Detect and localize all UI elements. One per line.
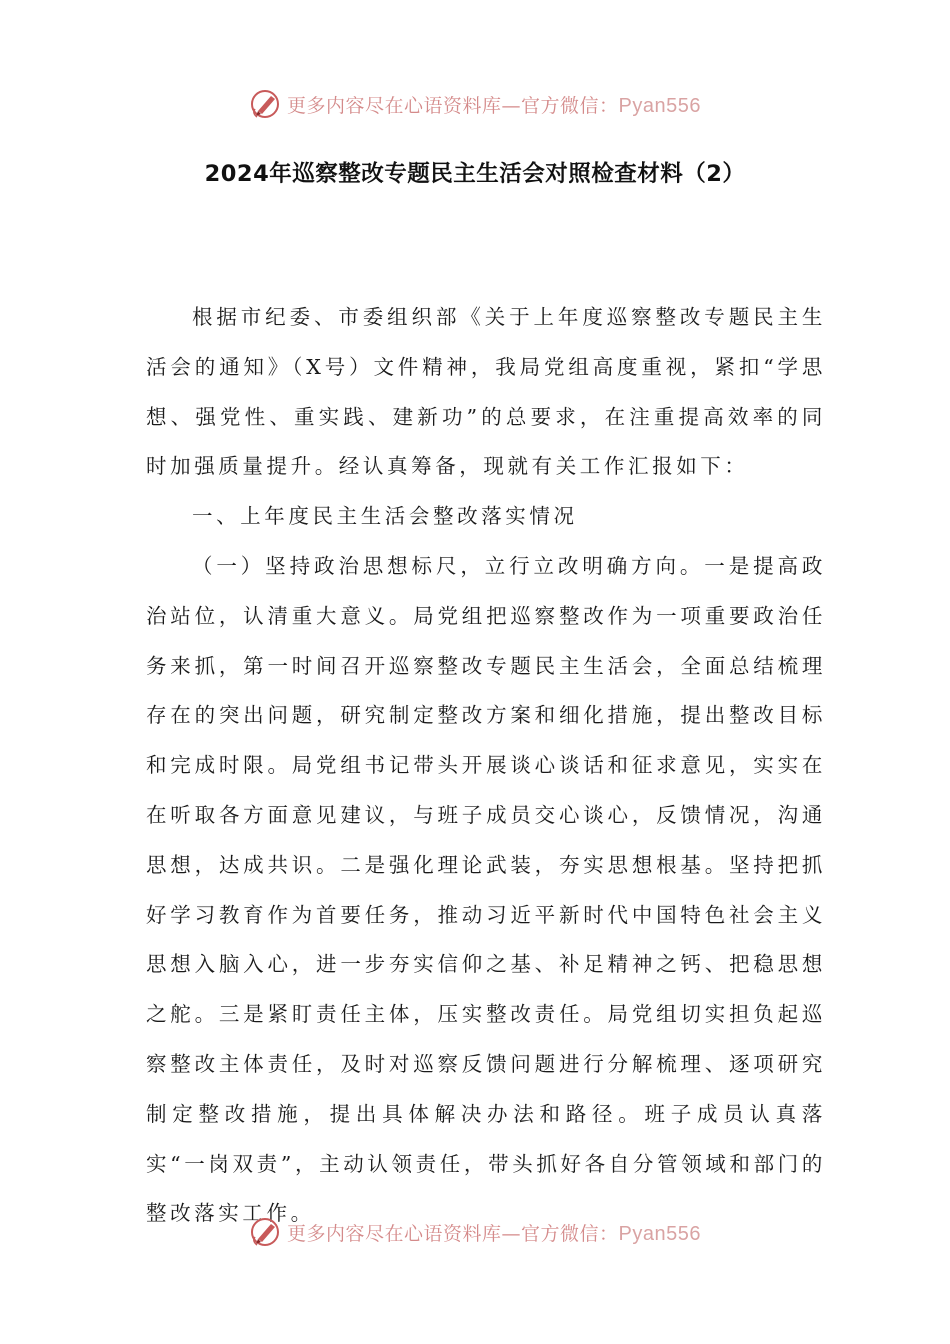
wechat-id: Pyan556 <box>618 1222 701 1245</box>
intro-paragraph: 根据市纪委、市委组织部《关于上年度巡察整改专题民主生活会的通知》（X号）文件精神，我局党组高度重视，紧扣“学思想、强党性、重实践、建新功”的总要求，在注重提高效率的同时加强质量提升。经认真筹备，现就有关工作汇报如下： <box>146 305 826 479</box>
body-paragraph: （一）坚持政治思想标尺，立行立改明确方向。一是提高政治站位，认清重大意义。局党组把巡察整改作为一项重要政治任务来抓，第一时间召开巡察整改专题民主生活会，全面总结梳理存在的突出问题，研究制定整改方案和细化措施，提出整改目标和完成时限。局党组书记带头开展谈心谈话和征求意见，实实在在听取各方面意见建议，与班子成员交心谈心，反馈情况，沟通思想，达成共识。二是强化理论武装，夯实思想根基。坚持把抓好学习教育作为首要任务，推动习近平新时代中国特色社会主义思想入脑入心，进一步夯实信仰之基、补足精神之钙、把稳思想之舵。三是紧盯责任主体，压实整改责任。局党组切实担负起巡察整改主体责任，及时对巡察反馈问题进行分解梳理、逐项研究制定整改措施，提出具体解决办法和路径。班子成员认真落实“一岗双责”，主动认领责任，带头抓好各自分管领域和部门的整改落实工作。 <box>146 553 826 1226</box>
watermark-text: 更多内容尽在心语资料库—官方微信：Pyan556 <box>287 1222 701 1245</box>
section-heading: 一、上年度民主生活会整改落实情况 <box>192 504 578 529</box>
pen-logo-icon <box>249 1215 283 1249</box>
document-body <box>146 293 826 1239</box>
watermark-banner-bottom <box>0 1212 950 1252</box>
wechat-id: Pyan556 <box>618 94 701 117</box>
pen-logo-icon <box>249 87 283 121</box>
watermark-banner-top <box>0 84 950 124</box>
watermark-text: 更多内容尽在心语资料库—官方微信：Pyan556 <box>287 94 701 117</box>
document-title: 2024年巡察整改专题民主生活会对照检查材料（2） <box>204 161 746 187</box>
